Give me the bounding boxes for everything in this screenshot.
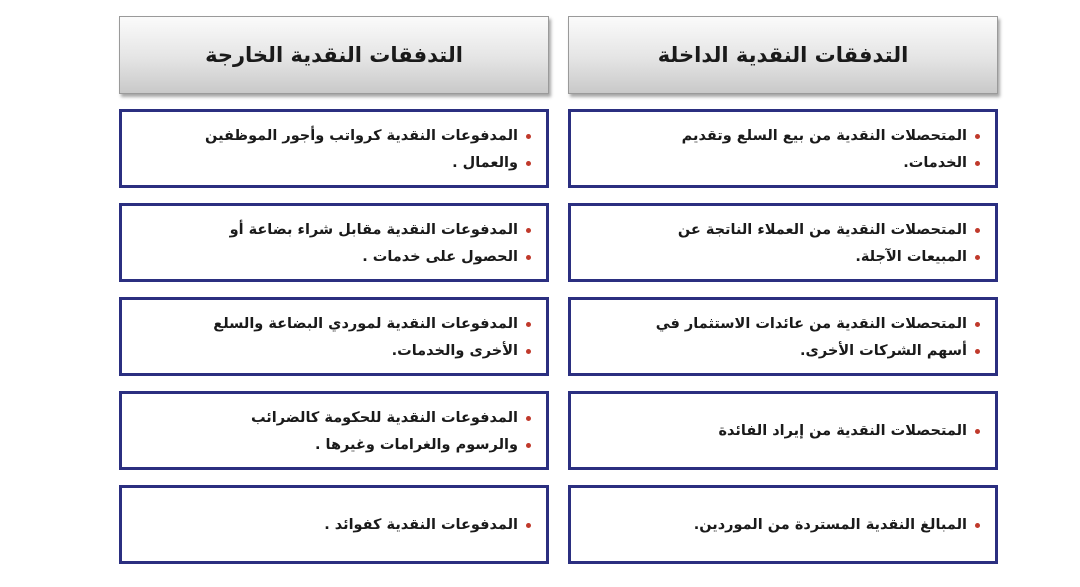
inflow-item: المبالغ النقدية المستردة من الموردين.: [585, 512, 981, 539]
inflow-item: المتحصلات النقدية من بيع السلع وتقديم: [585, 123, 981, 150]
outflow-box-1: [119, 109, 549, 188]
outflow-item: المدفوعات النقدية لموردي البضاعة والسلع: [136, 311, 532, 338]
outflow-item: المدفوعات النقدية كرواتب وأجور الموظفين: [136, 123, 532, 150]
outflow-box-2: [119, 203, 549, 282]
inflow-box-4: [568, 391, 998, 470]
outflow-item: والعمال .: [136, 150, 532, 177]
outflow-box-5: [119, 485, 549, 564]
inflow-box-1: [568, 109, 998, 188]
outflow-item: الأخرى والخدمات.: [136, 338, 532, 365]
outflow-item: المدفوعات النقدية مقابل شراء بضاعة أو: [136, 217, 532, 244]
inflow-box-2: [568, 203, 998, 282]
inflow-box-3: [568, 297, 998, 376]
inflow-item: أسهم الشركات الأخرى.: [585, 338, 981, 365]
inflow-item: الخدمات.: [585, 150, 981, 177]
outflow-item: المدفوعات النقدية للحكومة كالضرائب: [136, 405, 532, 432]
outflow-item: والرسوم والغرامات وغيرها .: [136, 432, 532, 459]
outflow-box-4: [119, 391, 549, 470]
inflow-box-5: [568, 485, 998, 564]
inflow-item: المتحصلات النقدية من العملاء الناتجة عن: [585, 217, 981, 244]
inflows-column: [568, 16, 998, 579]
outflow-box-3: [119, 297, 549, 376]
inflow-item: المبيعات الآجلة.: [585, 244, 981, 271]
outflows-column: [119, 16, 549, 579]
outflow-item: الحصول على خدمات .: [136, 244, 532, 271]
outflows-header: التدفقات النقدية الخارجة: [119, 16, 549, 94]
outflow-item: المدفوعات النقدية كفوائد .: [136, 512, 532, 539]
inflow-item: المتحصلات النقدية من عائدات الاستثمار في: [585, 311, 981, 338]
inflows-header: التدفقات النقدية الداخلة: [568, 16, 998, 94]
inflow-item: المتحصلات النقدية من إيراد الفائدة: [585, 418, 981, 445]
